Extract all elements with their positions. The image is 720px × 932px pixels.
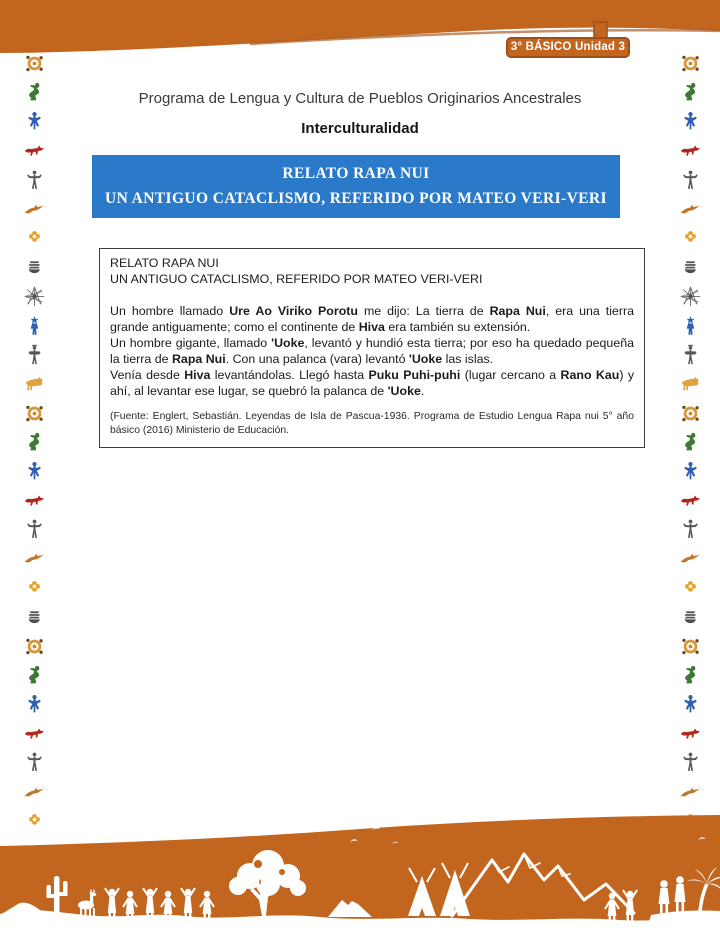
ancestor-figure-icon bbox=[24, 111, 45, 132]
dancing-lizard-man-icon bbox=[24, 82, 45, 103]
fox-icon bbox=[680, 723, 701, 744]
condor-icon bbox=[24, 548, 45, 569]
condor-icon bbox=[680, 782, 701, 803]
flower-rosette-icon bbox=[680, 228, 701, 249]
story-box-heading-1: RELATO RAPA NUI bbox=[110, 256, 219, 270]
story-paragraph: Un hombre gigante, llamado 'Uoke, levantó y hundió esta tierra; por eso ha quedado pequeña la tierra de Rapa Nui. Con una palanca (vara) levantó 'Uoke las islas. bbox=[110, 336, 634, 366]
ancestor-figure-icon bbox=[680, 461, 701, 482]
sun-petroglyph-icon bbox=[680, 636, 701, 657]
source-note: (Fuente: Englert, Sebastián. Leyendas de Isla de Pascua-1936. Programa de Estudio Lengua Rapa nui 5° año básico (2016) Ministerio de Educación. bbox=[110, 411, 634, 436]
ancestor-figure-icon bbox=[680, 111, 701, 132]
ancestor-figure-icon bbox=[24, 461, 45, 482]
clay-pot-icon bbox=[680, 607, 701, 628]
left-icon-column bbox=[22, 53, 46, 832]
story-banner bbox=[92, 155, 620, 218]
banner-line-2: UN ANTIGUO CATACLISMO, REFERIDO POR MATEO VERI-VERI bbox=[105, 190, 607, 207]
condor-icon bbox=[680, 548, 701, 569]
fox-icon bbox=[680, 490, 701, 511]
right-icon-column bbox=[678, 53, 702, 832]
dancing-lizard-man-icon bbox=[24, 432, 45, 453]
clay-pot-icon bbox=[24, 257, 45, 278]
fox-icon bbox=[24, 490, 45, 511]
ceremonial-man-icon bbox=[24, 344, 45, 365]
sun-petroglyph-icon bbox=[680, 53, 701, 74]
condor-icon bbox=[24, 199, 45, 220]
story-box-heading-2: UN ANTIGUO CATACLISMO, REFERIDO POR MATEO VERI-VERI bbox=[110, 272, 483, 286]
subtitle: Interculturalidad bbox=[301, 120, 419, 137]
sun-petroglyph-icon bbox=[24, 53, 45, 74]
condor-icon bbox=[680, 199, 701, 220]
feathered-chief-icon bbox=[24, 315, 45, 336]
clay-pot-icon bbox=[24, 607, 45, 628]
dancing-lizard-man-icon bbox=[680, 665, 701, 686]
dancing-lizard-man-icon bbox=[24, 665, 45, 686]
sun-rays-icon bbox=[680, 286, 701, 307]
footer-landscape-illustration bbox=[0, 812, 720, 932]
fox-icon bbox=[24, 723, 45, 744]
fox-icon bbox=[680, 140, 701, 161]
clay-pot-icon bbox=[680, 257, 701, 278]
standing-man-icon bbox=[24, 170, 45, 191]
feathered-chief-icon bbox=[680, 315, 701, 336]
flower-rosette-icon bbox=[24, 578, 45, 599]
standing-man-icon bbox=[680, 519, 701, 540]
unit-badge: 3° BÁSICO Unidad 3 bbox=[506, 37, 630, 58]
story-paragraphs bbox=[110, 303, 634, 399]
story-paragraph: Un hombre llamado Ure Ao Viriko Porotu me dijo: La tierra de Rapa Nui, era una tierra grande antiguamente; como el continente de Hiva era también su extensión. bbox=[110, 304, 635, 334]
sun-petroglyph-icon bbox=[24, 636, 45, 657]
llama-icon bbox=[24, 374, 45, 395]
story-box bbox=[99, 248, 645, 448]
flower-rosette-icon bbox=[680, 578, 701, 599]
dancing-lizard-man-icon bbox=[680, 82, 701, 103]
story-paragraph: Venía desde Hiva levantándolas. Llegó hasta Puku Puhi-puhi (lugar cercano a Rano Kau) y ahí, al levantar ese lugar, se quebró la palanca de 'Uoke. bbox=[110, 368, 635, 398]
ancestor-figure-icon bbox=[680, 694, 701, 715]
sun-rays-icon bbox=[24, 286, 45, 307]
program-title: Programa de Lengua y Cultura de Pueblos Originarios Ancestrales bbox=[138, 90, 582, 107]
condor-icon bbox=[24, 782, 45, 803]
standing-man-icon bbox=[680, 752, 701, 773]
flower-rosette-icon bbox=[24, 228, 45, 249]
sun-petroglyph-icon bbox=[680, 403, 701, 424]
dancing-lizard-man-icon bbox=[680, 432, 701, 453]
ceremonial-man-icon bbox=[680, 344, 701, 365]
standing-man-icon bbox=[24, 519, 45, 540]
standing-man-icon bbox=[24, 752, 45, 773]
llama-icon bbox=[680, 374, 701, 395]
fox-icon bbox=[24, 140, 45, 161]
sun-petroglyph-icon bbox=[24, 403, 45, 424]
banner-line-1: RELATO RAPA NUI bbox=[282, 165, 430, 182]
standing-man-icon bbox=[680, 170, 701, 191]
ancestor-figure-icon bbox=[24, 694, 45, 715]
